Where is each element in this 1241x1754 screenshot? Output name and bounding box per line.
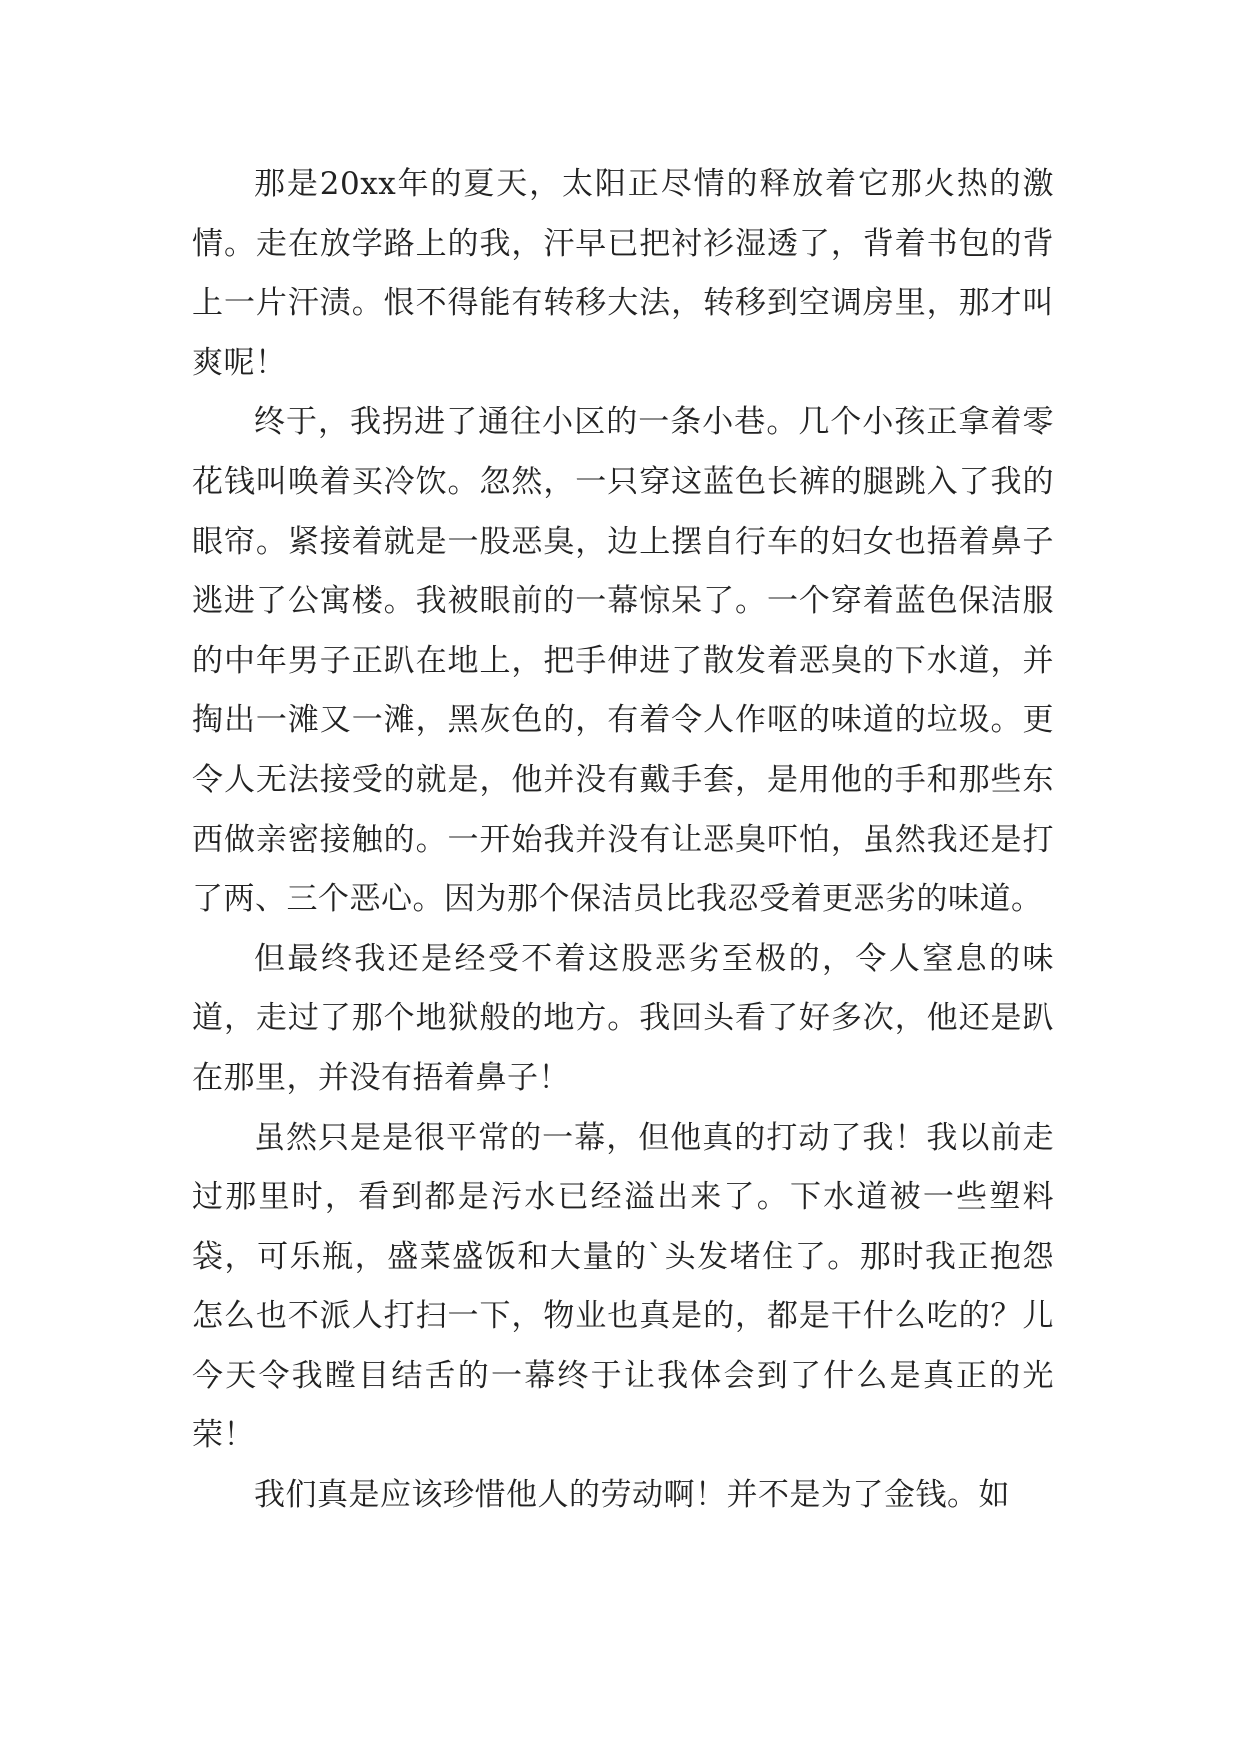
- paragraph-3: 但最终我还是经受不着这股恶劣至极的，令人窒息的味道，走过了那个地狱般的地方。我回头看了好多次，他还是趴在那里，并没有捂着鼻子！: [192, 940, 1054, 1096]
- paragraph-4: 虽然只是是很平常的一幕，但他真的打动了我！我以前走过那里时，看到都是污水已经溢出来了。下水道被一些塑料袋，可乐瓶，盛菜盛饭和大量的`头发堵住了。那时我正抱怨怎么也不派人打扫一下，物业也真是的，都是干什么吃的？儿今天令我瞠目结舌的一幕终于让我体会到了什么是真正的光荣！: [192, 1119, 1054, 1454]
- document-body: [192, 155, 1054, 1526]
- paragraph-1: 那是20xx年的夏天，太阳正尽情的释放着它那火热的激情。走在放学路上的我，汗早已把衬衫湿透了，背着书包的背上一片汗渍。恨不得能有转移大法，转移到空调房里，那才叫爽呢！: [192, 166, 1054, 381]
- paragraph-2: 终于，我拐进了通往小区的一条小巷。几个小孩正拿着零花钱叫唤着买冷饮。忽然，一只穿这蓝色长裤的腿跳入了我的眼帘。紧接着就是一股恶臭，边上摆自行车的妇女也捂着鼻子逃进了公寓楼。我被眼前的一幕惊呆了。一个穿着蓝色保洁服的中年男子正趴在地上，把手伸进了散发着恶臭的下水道，并掏出一滩又一滩，黑灰色的，有着令人作呕的味道的垃圾。更令人无法接受的就是，他并没有戴手套，是用他的手和那些东西做亲密接触的。一开始我并没有让恶臭吓怕，虽然我还是打了两、三个恶心。因为那个保洁员比我忍受着更恶劣的味道。: [192, 404, 1054, 918]
- paragraph-5: 我们真是应该珍惜他人的劳动啊！并不是为了金钱。如: [254, 1477, 1010, 1514]
